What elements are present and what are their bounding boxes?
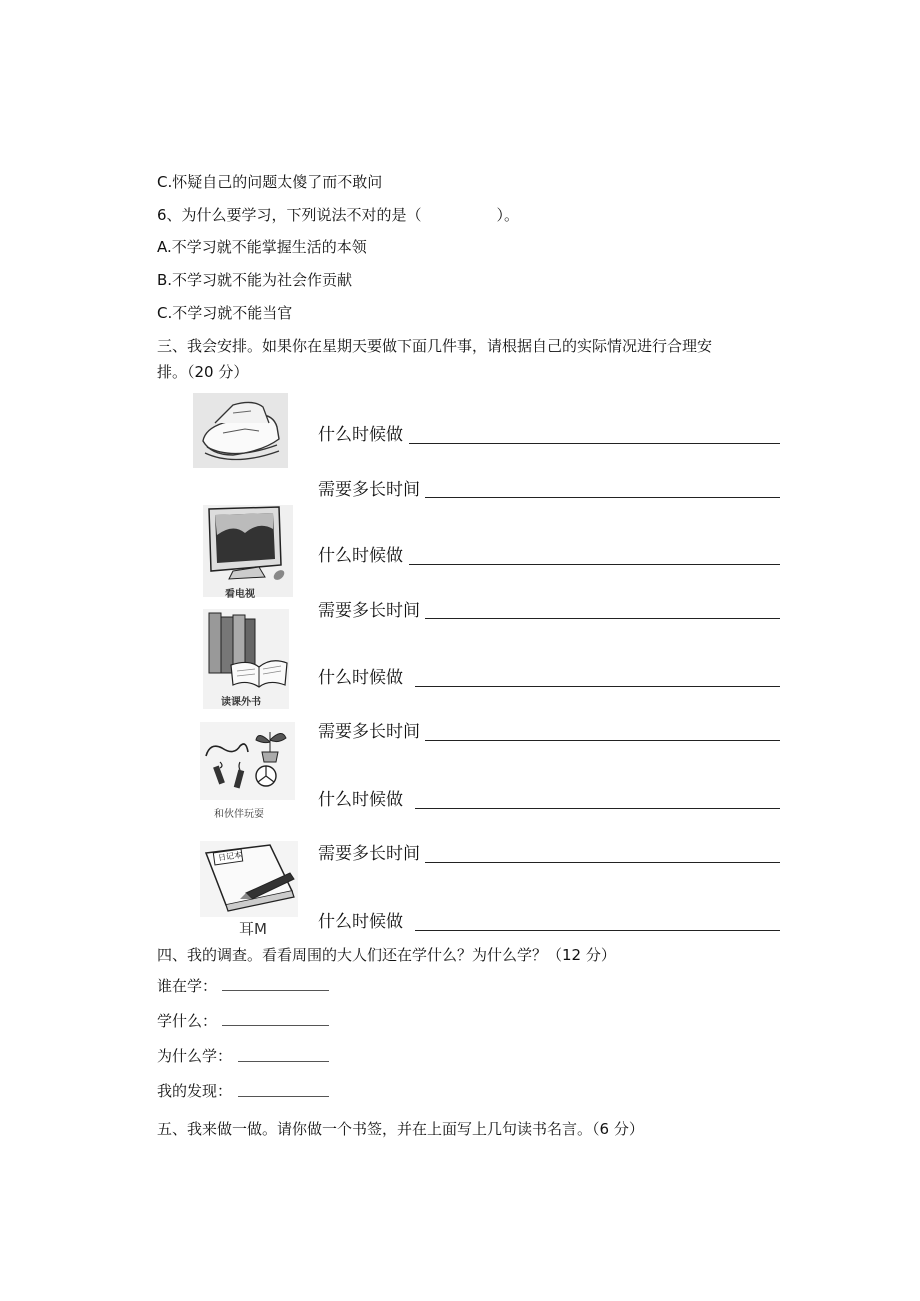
survey-why-line[interactable] [238, 1061, 329, 1062]
diary-notebook-icon [200, 841, 298, 917]
when-answer-line-2[interactable] [409, 564, 780, 565]
clothes-pile-icon [193, 393, 288, 468]
option-c-question6: C.不学习就不能当官 [157, 304, 293, 322]
when-label-4: 什么时候做 [318, 790, 403, 810]
survey-finding-line[interactable] [238, 1096, 329, 1097]
tv-icon [203, 505, 293, 597]
tv-caption: 看电视 [225, 589, 255, 600]
survey-finding-label: 我的发现： [157, 1082, 233, 1100]
survey-why-label: 为什么学： [157, 1047, 233, 1065]
notebook-cover-text: 日记本 [217, 850, 243, 863]
how-long-label-1: 需要多长时间 [318, 480, 420, 500]
survey-who-line[interactable] [222, 990, 329, 991]
survey-who-label: 谁在学： [157, 977, 218, 995]
question-6: 6、为什么要学习，下列说法不对的是（ ）。 [157, 206, 520, 224]
survey-what-label: 学什么： [157, 1012, 218, 1030]
play-caption: 和伙伴玩耍 [214, 809, 264, 820]
section-5-title: 五、我来做一做。请你做一个书签，并在上面写上几句读书名言。（6 分） [157, 1120, 644, 1138]
books-caption: 读课外书 [221, 697, 261, 708]
when-label-2: 什么时候做 [318, 546, 403, 566]
section-3-title-line2: 排。（20 分） [157, 363, 249, 381]
when-answer-line-3[interactable] [415, 686, 780, 687]
option-c-question5: C.怀疑自己的问题太傻了而不敢问 [157, 173, 383, 191]
when-answer-line-1[interactable] [409, 443, 780, 444]
when-label-1: 什么时候做 [318, 425, 403, 445]
how-long-label-4: 需要多长时间 [318, 844, 420, 864]
option-b-question6: B.不学习就不能为社会作贡献 [157, 271, 353, 289]
survey-what-line[interactable] [222, 1025, 329, 1026]
how-long-answer-line-3[interactable] [425, 740, 780, 741]
how-long-answer-line-4[interactable] [425, 862, 780, 863]
when-answer-line-5[interactable] [415, 930, 780, 931]
how-long-answer-line-1[interactable] [425, 497, 780, 498]
section-4-title: 四、我的调查。看看周围的大人们还在学什么？为什么学？（12 分） [157, 946, 616, 964]
when-label-3: 什么时候做 [318, 668, 403, 688]
how-long-answer-line-2[interactable] [425, 618, 780, 619]
option-a-question6: A.不学习就不能掌握生活的本领 [157, 238, 367, 256]
jump-rope-toys-icon [200, 722, 295, 800]
section-3-title-line1: 三、我会安排。如果你在星期天要做下面几件事，请根据自己的实际情况进行合理安 [157, 337, 713, 355]
when-answer-line-4[interactable] [415, 808, 780, 809]
how-long-label-3: 需要多长时间 [318, 722, 420, 742]
diary-caption: 耳M [239, 920, 267, 938]
when-label-5: 什么时候做 [318, 912, 403, 932]
how-long-label-2: 需要多长时间 [318, 601, 420, 621]
